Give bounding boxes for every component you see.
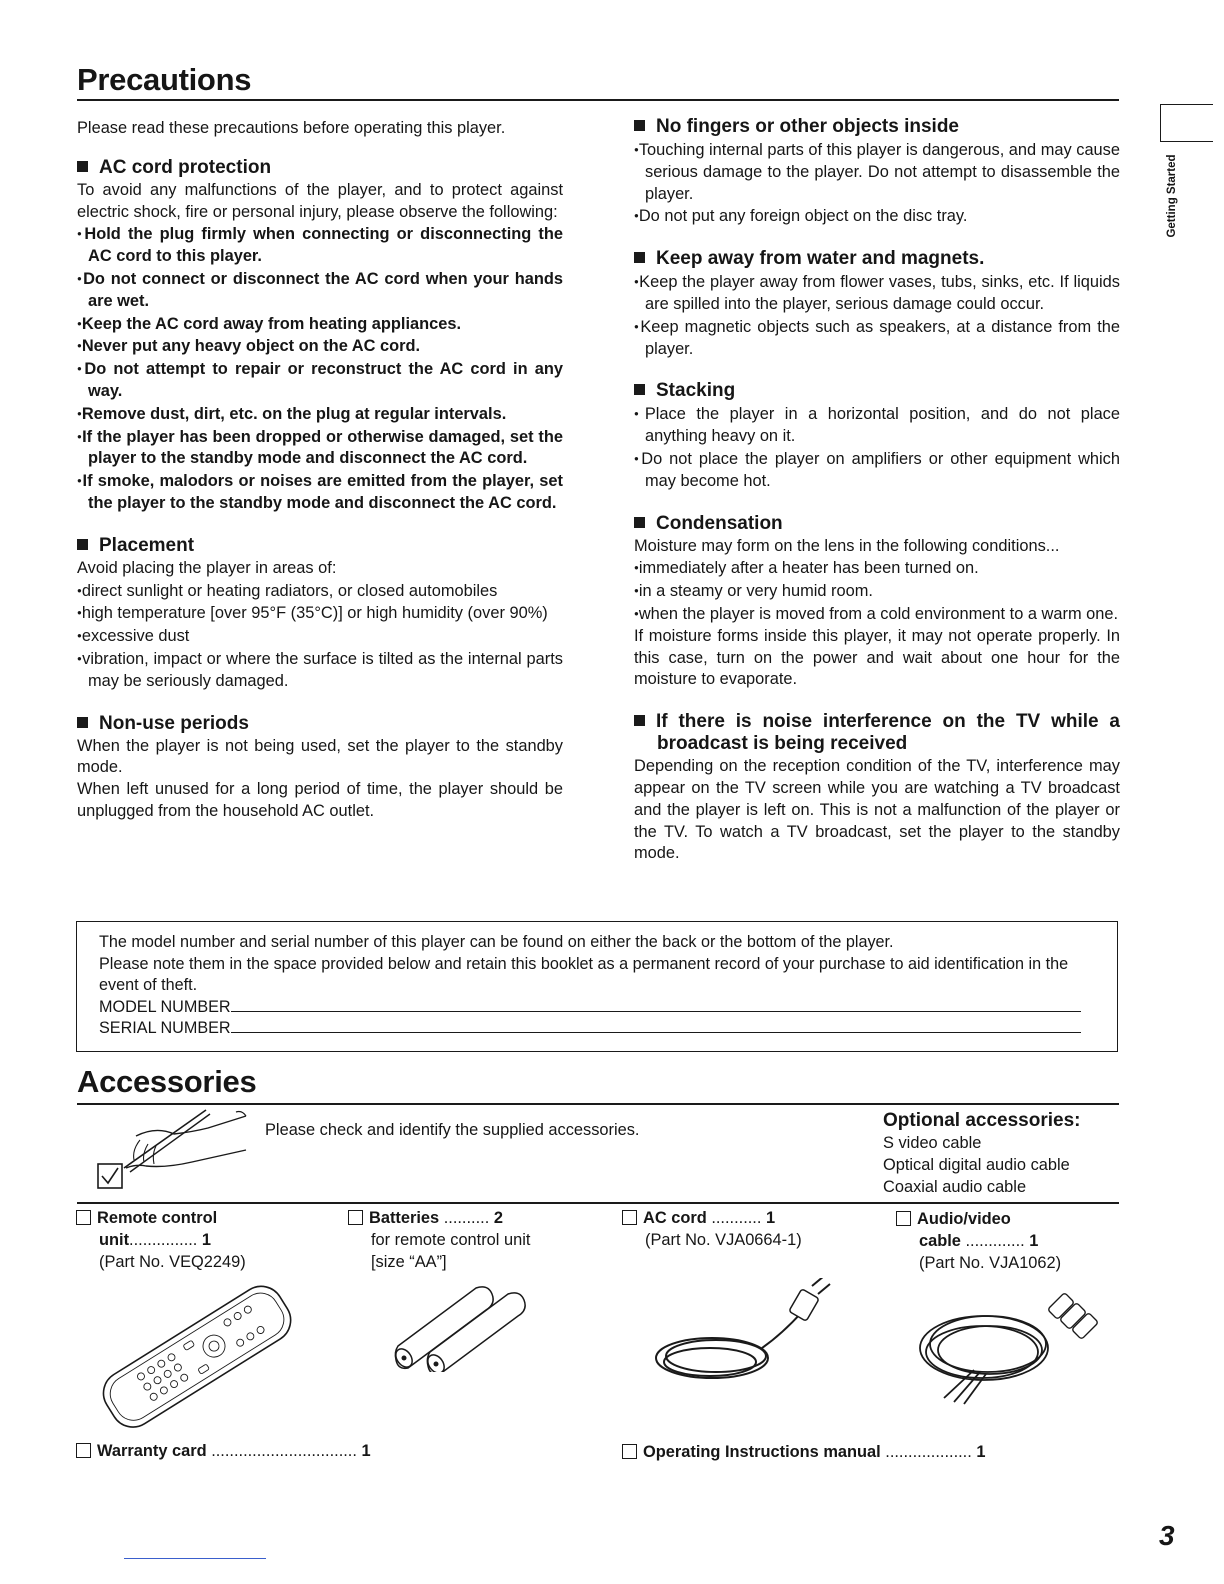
placement-bullet: ● excessive dust (77, 625, 563, 648)
hand-checking-icon (96, 1106, 256, 1194)
condensation-text: Moisture may form on the lens in the following conditions... (634, 536, 1060, 555)
square-bullet-icon (634, 120, 645, 131)
no-fingers-bullet: ● Touching internal parts of this player is dangerous, and may cause serious damage to the player. Do not attempt to disassemble the player. (634, 139, 1120, 205)
ac-cord-part-no: (Part No. VJA0664-1) (645, 1231, 802, 1249)
accessory-batteries: Batteries .......... 2 for remote control unit [size “AA”] (348, 1207, 578, 1273)
intro-text: Please read these precautions before operating this player. (77, 119, 506, 137)
accessories-title: Accessories (77, 1064, 257, 1099)
noise-heading: If there is noise interference on the TV while a broadcast is being received (634, 711, 1120, 755)
stacking-bullet: ● Do not place the player on amplifiers or other equipment which may become hot. (634, 448, 1120, 493)
model-number-label: MODEL NUMBER (99, 997, 231, 1016)
square-bullet-icon (634, 384, 645, 395)
square-bullet-icon (634, 252, 645, 263)
stacking-heading: Stacking (634, 380, 1120, 402)
noise-text: Depending on the reception condition of the TV, interference may appear on the TV screen while you are watching a TV broadcast and the player is left on. This is not a malfunction of the player or the TV. To watch a TV broadcast, set the player to the standby mode. (634, 757, 1120, 863)
condensation-bullet: ● when the player is moved from a cold environment to a warm one. (634, 603, 1120, 626)
ac-cord-bullet: ● Remove dust, dirt, etc. on the plug at regular intervals. (77, 403, 563, 426)
no-fingers-heading: No fingers or other objects inside (634, 116, 1120, 138)
accessory-remote: Remote control unit............... 1 (Part No. VEQ2249) (76, 1207, 306, 1273)
condensation-bullet: ● immediately after a heater has been turned on. (634, 557, 1120, 580)
no-fingers-bullet: ● Do not put any foreign object on the disc tray. (634, 205, 1120, 228)
accessory-manual: Operating Instructions manual ................... 1 (622, 1441, 985, 1463)
stacking-bullet: ● Place the player in a horizontal position, and do not place anything heavy on it. (634, 403, 1120, 448)
accessories-rule-2 (77, 1202, 1119, 1204)
checkbox[interactable] (896, 1211, 911, 1226)
square-bullet-icon (634, 517, 645, 528)
serial-number-line[interactable] (231, 1018, 1081, 1033)
serial-number-label: SERIAL NUMBER (99, 1019, 231, 1037)
ac-cord-heading: AC cord protection (77, 157, 563, 179)
ac-cord-bullet: ● If smoke, malodors or noises are emitted from the player, set the player to the standby mode and disconnect the AC cord. (77, 470, 563, 515)
ac-cord-bullet: ● Never put any heavy object on the AC cord. (77, 335, 563, 358)
condensation-heading: Condensation (634, 513, 1120, 535)
remote-control-icon (86, 1280, 306, 1430)
serial-number-row (99, 1018, 1097, 1040)
square-bullet-icon (77, 717, 88, 728)
title-rule (77, 99, 1119, 101)
av-cable-icon (914, 1280, 1110, 1408)
ac-cord-bullet: ● Keep the AC cord away from heating appliances. (77, 313, 563, 336)
ac-cord-icon (652, 1278, 832, 1393)
model-number-row (99, 997, 1097, 1019)
checkbox[interactable] (622, 1210, 637, 1225)
checkbox[interactable] (348, 1210, 363, 1225)
water-bullet: ● Keep the player away from flower vases, tubs, sinks, etc. If liquids are spilled into the player, serious damage could occur. (634, 271, 1120, 316)
ac-cord-bullet: ● Do not attempt to repair or reconstruct the AC cord in any way. (77, 358, 563, 403)
accessory-av-cable: Audio/video cable ............. 1 (Part No. VJA1062) (896, 1208, 1126, 1274)
remote-part-no: (Part No. VEQ2249) (99, 1253, 246, 1271)
record-line-1: The model number and serial number of this player can be found on either the back or the bottom of the player. (99, 933, 894, 951)
placement-text: Avoid placing the player in areas of: (77, 558, 337, 577)
water-heading: Keep away from water and magnets. (634, 248, 1120, 270)
optional-item: Optical digital audio cable (883, 1156, 1070, 1174)
checkbox[interactable] (76, 1443, 91, 1458)
non-use-text: When the player is not being used, set the player to the standby mode. (77, 736, 563, 777)
placement-bullet: ● vibration, impact or where the surface is tilted as the internal parts may be seriously damaged. (77, 648, 563, 693)
model-number-line[interactable] (231, 997, 1081, 1012)
placement-heading: Placement (77, 535, 563, 557)
accessory-warranty: Warranty card ................................ 1 (76, 1440, 371, 1462)
side-tab-label: Getting Started (1166, 154, 1178, 238)
square-bullet-icon (77, 539, 88, 550)
av-cable-part-no: (Part No. VJA1062) (919, 1254, 1062, 1272)
left-column (77, 118, 563, 823)
page-title: Precautions (77, 62, 252, 97)
page-number: 3 (1159, 1520, 1175, 1551)
optional-title: Optional accessories: (883, 1110, 1081, 1131)
record-line-2: Please note them in the space provided below and retain this booklet as a permanent record of your purchase to aid identification in the event of theft. (99, 954, 1069, 994)
ac-cord-bullet: ● If the player has been dropped or otherwise damaged, set the player to the standby mode and disconnect the AC cord. (77, 426, 563, 471)
checkbox[interactable] (76, 1210, 91, 1225)
placement-bullet: ● high temperature [over 95°F (35°C)] or high humidity (over 90%) (77, 602, 563, 625)
checkbox[interactable] (622, 1444, 637, 1459)
check-instruction: Please check and identify the supplied accessories. (265, 1121, 640, 1139)
footer-link-line (124, 1558, 266, 1559)
square-bullet-icon (77, 161, 88, 172)
batteries-icon (392, 1280, 532, 1372)
ac-cord-bullet: ● Hold the plug firmly when connecting or disconnecting the AC cord to this player. (77, 223, 563, 268)
ac-cord-bullet: ● Do not connect or disconnect the AC cord when your hands are wet. (77, 268, 563, 313)
square-bullet-icon (634, 715, 645, 726)
condensation-text-2: If moisture forms inside this player, it may not operate properly. In this case, turn on the power and wait about one hour for the moisture to evaporate. (634, 626, 1120, 689)
optional-item: S video cable (883, 1134, 982, 1152)
accessories-rule (77, 1103, 1119, 1105)
placement-bullet: ● direct sunlight or heating radiators, or closed automobiles (77, 580, 563, 603)
non-use-heading: Non-use periods (77, 713, 563, 735)
record-box (76, 921, 1118, 1052)
optional-item: Coaxial audio cable (883, 1178, 1027, 1196)
batteries-desc: for remote control unit (371, 1231, 531, 1249)
non-use-text: When left unused for a long period of time, the player should be unplugged from the household AC outlet. (77, 780, 563, 820)
right-column (634, 114, 1120, 865)
batteries-size: [size “AA”] (371, 1253, 447, 1271)
ac-cord-text: To avoid any malfunctions of the player, and to protect against electric shock, fire or personal injury, please observe the following: (77, 180, 563, 221)
water-bullet: ● Keep magnetic objects such as speakers, at a distance from the player. (634, 316, 1120, 361)
condensation-bullet: ● in a steamy or very humid room. (634, 580, 1120, 603)
optional-accessories (883, 1110, 1080, 1198)
accessory-ac-cord: AC cord ........... 1 (Part No. VJA0664-1) (622, 1207, 862, 1251)
